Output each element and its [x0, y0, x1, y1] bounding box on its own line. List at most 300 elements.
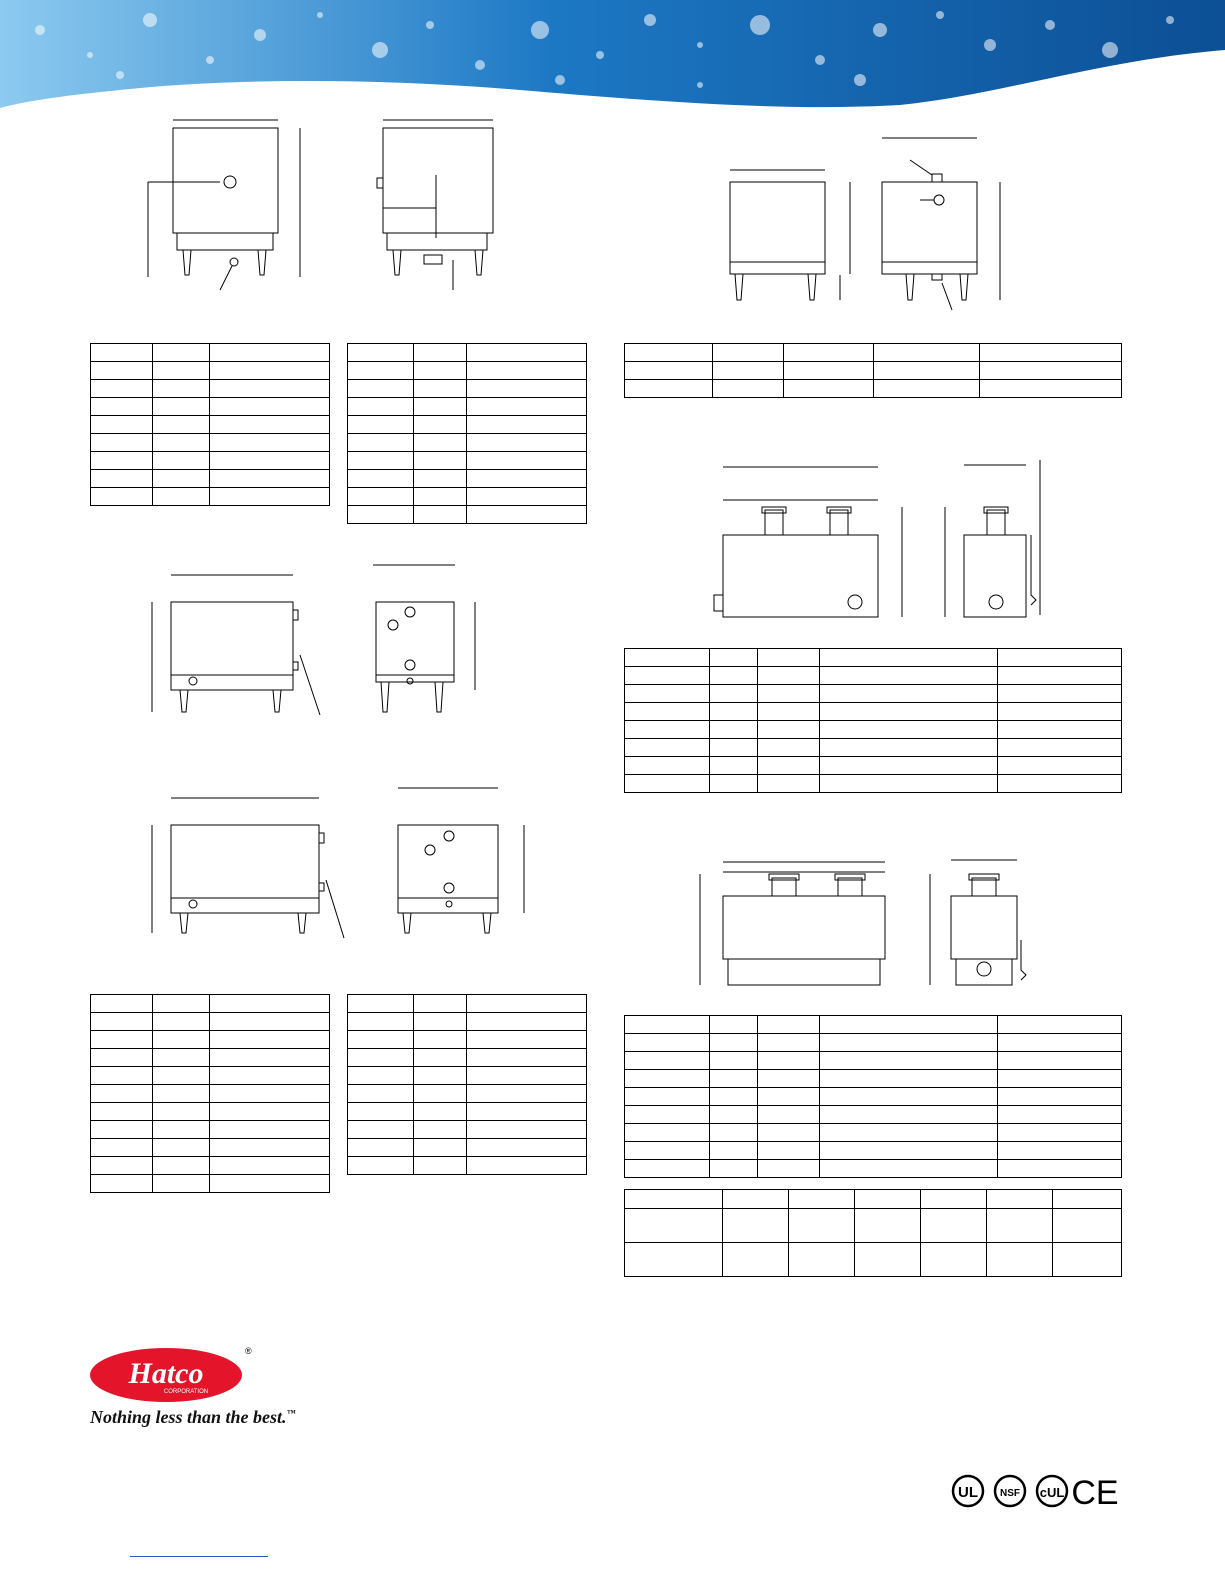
- table-cell: [758, 1088, 820, 1106]
- table-cell: [348, 416, 414, 434]
- table-row: [91, 488, 330, 506]
- table-cell: [467, 362, 587, 380]
- table-cell: [921, 1243, 987, 1277]
- table-cell: [710, 667, 758, 685]
- table-cell: [467, 452, 587, 470]
- table-cell: [414, 380, 467, 398]
- table-cell: [467, 1121, 587, 1139]
- table-row: [91, 434, 330, 452]
- table-cell: [91, 1049, 153, 1067]
- table-header-row: [625, 1190, 1122, 1209]
- table-cell: [625, 721, 710, 739]
- table-cell: [414, 1139, 467, 1157]
- table-cell: [153, 1049, 210, 1067]
- table-cell: [414, 1103, 467, 1121]
- table-cell: [210, 1121, 330, 1139]
- table-cell: [820, 757, 998, 775]
- table-cell: [625, 1209, 723, 1243]
- table-cell: [348, 488, 414, 506]
- table-cell: [710, 649, 758, 667]
- table-row: [91, 1013, 330, 1031]
- svg-text:NSF: NSF: [1000, 1488, 1020, 1499]
- table-cell: [467, 995, 587, 1013]
- cul-icon: [1037, 1476, 1067, 1506]
- table-cell: [348, 1103, 414, 1121]
- table-cell: [820, 1142, 998, 1160]
- table-cell: [467, 1103, 587, 1121]
- table-cell: [855, 1190, 921, 1209]
- table-cell: [710, 1142, 758, 1160]
- table-row: [348, 362, 587, 380]
- table-cell: [414, 452, 467, 470]
- table-cell: [625, 1106, 710, 1124]
- table-cell: [210, 1031, 330, 1049]
- registered-mark: ®: [245, 1346, 252, 1356]
- drawing-middle-left-2: [140, 780, 540, 940]
- table-cell: [210, 995, 330, 1013]
- table-cell: [414, 1067, 467, 1085]
- table-cell: [710, 1016, 758, 1034]
- table-cell: [713, 344, 784, 362]
- table-cell: [758, 685, 820, 703]
- table-row: [91, 1049, 330, 1067]
- table-row: [625, 1209, 1122, 1243]
- table-row: [348, 470, 587, 488]
- table-cell: [820, 1070, 998, 1088]
- table-header-row: [348, 995, 587, 1013]
- table-row: [625, 739, 1122, 757]
- table-row: [625, 757, 1122, 775]
- table-cell: [1053, 1243, 1122, 1277]
- footer-link-underline[interactable]: [130, 1556, 268, 1557]
- table-cell: [414, 398, 467, 416]
- table-cell: [710, 685, 758, 703]
- table-cell: [710, 757, 758, 775]
- table-cell: [91, 1031, 153, 1049]
- drawing-middle-left-1: [140, 555, 520, 725]
- table-row: [348, 434, 587, 452]
- table-row: [625, 1034, 1122, 1052]
- table-cell: [348, 1049, 414, 1067]
- table-cell: [758, 1070, 820, 1088]
- table-cell: [91, 1175, 153, 1193]
- table-cell: [625, 1124, 710, 1142]
- table-cell: [348, 344, 414, 362]
- logo-text: Hatco: [128, 1357, 204, 1390]
- table-row: [91, 1139, 330, 1157]
- table-cell: [414, 416, 467, 434]
- table-cell: [998, 703, 1122, 721]
- table-cell: [625, 685, 710, 703]
- table-cell: [625, 362, 713, 380]
- table-cell: [987, 1190, 1053, 1209]
- table-cell: [820, 1106, 998, 1124]
- table-cell: [820, 649, 998, 667]
- table-cell: [414, 1121, 467, 1139]
- table-cell: [820, 1034, 998, 1052]
- table-cell: [723, 1209, 789, 1243]
- table-cell: [758, 739, 820, 757]
- table-cell: [153, 344, 210, 362]
- table-row: [91, 1031, 330, 1049]
- table-cell: [625, 1016, 710, 1034]
- table-cell: [710, 1160, 758, 1178]
- table-cell: [998, 1070, 1122, 1088]
- table-cell: [91, 416, 153, 434]
- table-row: [625, 1243, 1122, 1277]
- table-cell: [998, 685, 1122, 703]
- table-row: [348, 1157, 587, 1175]
- table-row: [348, 1139, 587, 1157]
- table-cell: [625, 757, 710, 775]
- table-row: [625, 380, 1122, 398]
- table-cell: [414, 488, 467, 506]
- table-cell: [348, 1139, 414, 1157]
- table-cell: [625, 1088, 710, 1106]
- table-cell: [210, 488, 330, 506]
- table-cell: [153, 470, 210, 488]
- table-cell: [820, 1016, 998, 1034]
- table-row: [625, 1052, 1122, 1070]
- table-cell: [467, 398, 587, 416]
- table-cell: [625, 1070, 710, 1088]
- table-cell: [710, 1070, 758, 1088]
- table-cell: [467, 1031, 587, 1049]
- table-cell: [153, 1139, 210, 1157]
- table-cell: [210, 1103, 330, 1121]
- spec-table-8: [624, 1189, 1122, 1277]
- table-cell: [348, 1085, 414, 1103]
- table-header-row: [625, 1016, 1122, 1034]
- table-cell: [210, 1157, 330, 1175]
- table-cell: [987, 1209, 1053, 1243]
- table-cell: [710, 1106, 758, 1124]
- table-cell: [998, 649, 1122, 667]
- header-banner: [0, 0, 1225, 110]
- table-cell: [210, 434, 330, 452]
- table-cell: [153, 434, 210, 452]
- table-cell: [710, 1034, 758, 1052]
- table-cell: [998, 1106, 1122, 1124]
- table-cell: [414, 506, 467, 524]
- table-cell: [710, 1088, 758, 1106]
- table-cell: [153, 1013, 210, 1031]
- table-cell: [153, 380, 210, 398]
- drawing-top-left: [140, 110, 510, 300]
- table-header-row: [91, 344, 330, 362]
- table-cell: [91, 452, 153, 470]
- table-row: [348, 1031, 587, 1049]
- table-cell: [348, 1157, 414, 1175]
- spec-table-4: [624, 648, 1122, 793]
- spec-table-3: [624, 343, 1122, 398]
- table-cell: [210, 362, 330, 380]
- table-cell: [998, 739, 1122, 757]
- table-cell: [153, 416, 210, 434]
- table-cell: [758, 1124, 820, 1142]
- table-cell: [153, 362, 210, 380]
- table-cell: [789, 1243, 855, 1277]
- table-cell: [153, 1175, 210, 1193]
- table-cell: [625, 703, 710, 721]
- table-cell: [210, 1175, 330, 1193]
- table-cell: [153, 1103, 210, 1121]
- table-cell: [210, 470, 330, 488]
- table-cell: [710, 739, 758, 757]
- table-cell: [91, 1103, 153, 1121]
- table-row: [625, 685, 1122, 703]
- table-cell: [348, 452, 414, 470]
- table-row: [625, 1088, 1122, 1106]
- table-cell: [348, 1013, 414, 1031]
- table-cell: [210, 1049, 330, 1067]
- table-cell: [998, 1034, 1122, 1052]
- table-cell: [625, 1160, 710, 1178]
- table-cell: [998, 721, 1122, 739]
- table-cell: [713, 380, 784, 398]
- table-cell: [820, 1160, 998, 1178]
- table-cell: [625, 775, 710, 793]
- table-row: [91, 416, 330, 434]
- table-cell: [710, 1052, 758, 1070]
- table-cell: [210, 1085, 330, 1103]
- table-header-row: [625, 344, 1122, 362]
- table-row: [348, 1085, 587, 1103]
- table-cell: [91, 380, 153, 398]
- table-cell: [758, 757, 820, 775]
- table-row: [625, 1160, 1122, 1178]
- table-cell: [710, 721, 758, 739]
- table-cell: [820, 775, 998, 793]
- table-row: [91, 470, 330, 488]
- table-cell: [758, 775, 820, 793]
- table-cell: [625, 1190, 723, 1209]
- table-cell: [210, 398, 330, 416]
- spec-table-6: [347, 994, 587, 1175]
- table-cell: [414, 1031, 467, 1049]
- table-cell: [998, 1160, 1122, 1178]
- table-cell: [91, 1085, 153, 1103]
- table-cell: [414, 434, 467, 452]
- trademark: ™: [286, 1408, 296, 1418]
- table-cell: [467, 380, 587, 398]
- table-cell: [625, 1142, 710, 1160]
- table-cell: [210, 416, 330, 434]
- table-cell: [855, 1209, 921, 1243]
- table-row: [348, 1013, 587, 1031]
- table-row: [348, 398, 587, 416]
- table-cell: [414, 1013, 467, 1031]
- table-cell: [348, 506, 414, 524]
- table-row: [91, 1085, 330, 1103]
- nsf-icon: [995, 1476, 1025, 1506]
- table-cell: [820, 1052, 998, 1070]
- spec-table-5: [90, 994, 330, 1193]
- table-cell: [153, 1085, 210, 1103]
- table-row: [625, 775, 1122, 793]
- table-cell: [348, 1031, 414, 1049]
- table-cell: [414, 1085, 467, 1103]
- table-cell: [758, 1052, 820, 1070]
- table-cell: [210, 1139, 330, 1157]
- table-header-row: [625, 649, 1122, 667]
- table-header-row: [348, 344, 587, 362]
- table-cell: [820, 703, 998, 721]
- table-cell: [414, 995, 467, 1013]
- table-cell: [980, 380, 1122, 398]
- table-cell: [467, 488, 587, 506]
- table-cell: [91, 995, 153, 1013]
- table-row: [625, 1124, 1122, 1142]
- table-cell: [210, 452, 330, 470]
- table-row: [625, 1070, 1122, 1088]
- table-cell: [1053, 1209, 1122, 1243]
- table-cell: [789, 1190, 855, 1209]
- table-row: [348, 452, 587, 470]
- table-cell: [998, 775, 1122, 793]
- table-cell: [625, 739, 710, 757]
- table-cell: [820, 1124, 998, 1142]
- table-cell: [998, 1124, 1122, 1142]
- table-cell: [210, 1013, 330, 1031]
- table-cell: [467, 1085, 587, 1103]
- table-row: [348, 1103, 587, 1121]
- table-cell: [1053, 1190, 1122, 1209]
- logo-sub: CORPORATION: [163, 1389, 209, 1395]
- table-cell: [153, 1121, 210, 1139]
- table-cell: [467, 1013, 587, 1031]
- table-row: [91, 1067, 330, 1085]
- tagline: [90, 1407, 296, 1428]
- drawing-right-lower: [690, 850, 1070, 1000]
- table-cell: [467, 1157, 587, 1175]
- table-cell: [91, 362, 153, 380]
- certification-marks: [950, 1473, 1130, 1515]
- table-cell: [820, 685, 998, 703]
- table-cell: [414, 362, 467, 380]
- table-cell: [710, 703, 758, 721]
- table-cell: [625, 344, 713, 362]
- drawing-right-middle: [690, 455, 1070, 635]
- table-cell: [784, 362, 874, 380]
- table-row: [348, 1121, 587, 1139]
- table-cell: [467, 470, 587, 488]
- table-row: [348, 416, 587, 434]
- table-cell: [998, 667, 1122, 685]
- table-row: [625, 721, 1122, 739]
- table-cell: [758, 1016, 820, 1034]
- table-row: [91, 452, 330, 470]
- table-cell: [348, 434, 414, 452]
- table-cell: [91, 434, 153, 452]
- table-row: [625, 362, 1122, 380]
- table-cell: [625, 1243, 723, 1277]
- table-cell: [348, 362, 414, 380]
- table-cell: [414, 1157, 467, 1175]
- table-cell: [414, 344, 467, 362]
- table-cell: [414, 1049, 467, 1067]
- table-cell: [921, 1190, 987, 1209]
- table-cell: [820, 667, 998, 685]
- table-cell: [210, 1067, 330, 1085]
- table-cell: [153, 452, 210, 470]
- table-cell: [625, 649, 710, 667]
- table-row: [91, 362, 330, 380]
- spec-table-2: [347, 343, 587, 524]
- table-header-row: [91, 995, 330, 1013]
- table-cell: [998, 1016, 1122, 1034]
- table-cell: [921, 1209, 987, 1243]
- tagline-text: Nothing less than the best.: [90, 1407, 287, 1427]
- table-cell: [980, 362, 1122, 380]
- table-cell: [414, 470, 467, 488]
- table-cell: [91, 488, 153, 506]
- table-cell: [348, 1121, 414, 1139]
- table-cell: [625, 1034, 710, 1052]
- table-cell: [874, 380, 980, 398]
- table-cell: [987, 1243, 1053, 1277]
- spec-table-1: [90, 343, 330, 506]
- table-cell: [820, 721, 998, 739]
- table-cell: [758, 1106, 820, 1124]
- table-cell: [348, 398, 414, 416]
- table-cell: [348, 1067, 414, 1085]
- table-cell: [153, 398, 210, 416]
- table-cell: [210, 344, 330, 362]
- table-cell: [153, 995, 210, 1013]
- table-cell: [91, 1157, 153, 1175]
- table-cell: [855, 1243, 921, 1277]
- table-cell: [467, 434, 587, 452]
- table-cell: [91, 1121, 153, 1139]
- table-cell: [820, 1088, 998, 1106]
- table-row: [91, 380, 330, 398]
- table-cell: [874, 362, 980, 380]
- table-cell: [210, 380, 330, 398]
- table-cell: [758, 667, 820, 685]
- table-cell: [723, 1243, 789, 1277]
- table-cell: [348, 380, 414, 398]
- table-cell: [998, 757, 1122, 775]
- table-row: [348, 506, 587, 524]
- table-cell: [625, 380, 713, 398]
- table-cell: [348, 995, 414, 1013]
- drawing-top-right: [720, 125, 1020, 315]
- table-row: [625, 703, 1122, 721]
- table-cell: [467, 344, 587, 362]
- table-row: [91, 1121, 330, 1139]
- table-cell: [784, 380, 874, 398]
- table-row: [625, 1142, 1122, 1160]
- table-cell: [467, 1049, 587, 1067]
- table-row: [625, 667, 1122, 685]
- table-cell: [153, 1031, 210, 1049]
- table-row: [625, 1106, 1122, 1124]
- table-cell: [784, 344, 874, 362]
- table-row: [348, 488, 587, 506]
- table-cell: [625, 667, 710, 685]
- table-row: [91, 1175, 330, 1193]
- table-row: [91, 398, 330, 416]
- table-cell: [789, 1209, 855, 1243]
- table-row: [91, 1103, 330, 1121]
- table-cell: [91, 470, 153, 488]
- svg-text:UL: UL: [958, 1484, 978, 1501]
- svg-text:cUL: cUL: [1039, 1485, 1065, 1500]
- table-cell: [91, 1139, 153, 1157]
- svg-text:CE: CE: [1071, 1474, 1119, 1512]
- table-cell: [91, 344, 153, 362]
